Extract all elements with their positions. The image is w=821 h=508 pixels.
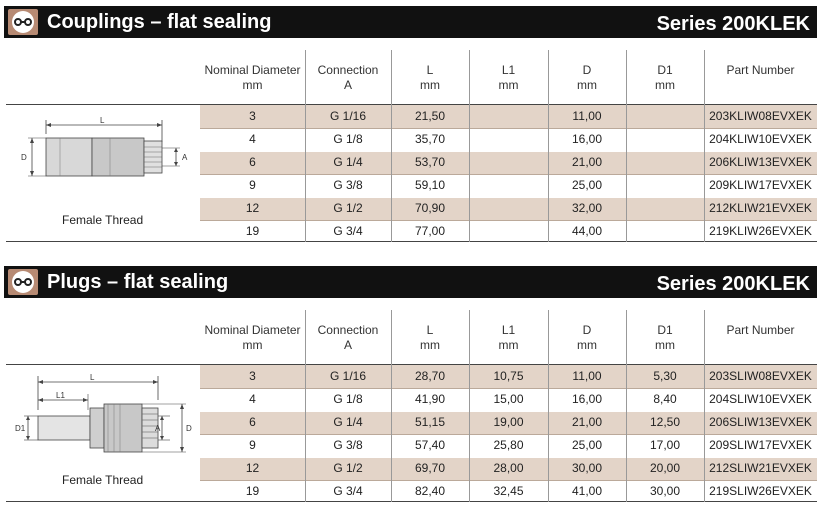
cell-d: 16,00 [571, 392, 603, 406]
cell-d: 32,00 [571, 201, 603, 215]
dim-d1-label: D1 [15, 424, 26, 433]
cell-d: 11,00 [572, 109, 602, 123]
cell-part: 209SLIW17EVXEK [709, 438, 812, 452]
cell-nominal: 12 [245, 461, 260, 475]
col-connection-header: Connection A [317, 63, 379, 92]
row-separator [200, 388, 817, 389]
plugs-series: Series 200KLEK [656, 273, 810, 295]
row-separator [200, 457, 817, 458]
cell-d1: 20,00 [649, 461, 681, 475]
cell-l: 41,90 [414, 392, 446, 406]
cell-l: 77,00 [414, 224, 446, 238]
cell-connection: G 1/4 [333, 155, 363, 169]
col-l1-header: L1 mm [498, 63, 519, 92]
dim-a-label: A [182, 153, 188, 162]
cell-d: 21,00 [571, 155, 603, 169]
table-row [200, 388, 817, 411]
cell-connection: G 3/4 [333, 484, 363, 498]
cell-part: 219KLIW26EVXEK [709, 224, 812, 238]
cell-connection: G 1/8 [333, 392, 363, 406]
cell-nominal: 6 [249, 155, 256, 169]
coupling-thread-label: Female Thread [62, 213, 144, 227]
cell-d1: 17,00 [649, 438, 681, 452]
col-l-header: L mm [420, 63, 440, 92]
col-part-header: Part Number [726, 323, 795, 337]
cell-part: 209KLIW17EVXEK [709, 178, 812, 192]
cell-nominal: 4 [249, 132, 256, 146]
cell-connection: G 3/4 [333, 224, 363, 238]
col-connection-header: Connection A [317, 323, 379, 352]
cell-l1: 32,45 [493, 484, 524, 498]
cell-l: 21,50 [414, 109, 446, 123]
cell-nominal: 12 [245, 201, 260, 215]
couplings-title: Couplings – flat sealing [47, 11, 272, 33]
cell-d: 11,00 [572, 369, 602, 383]
cell-d: 41,00 [571, 484, 603, 498]
cell-nominal: 3 [249, 109, 256, 123]
cell-nominal: 4 [249, 392, 256, 406]
col-d-header: D mm [577, 63, 597, 92]
cell-nominal: 9 [249, 178, 256, 192]
cell-l: 59,10 [414, 178, 446, 192]
cell-d: 44,00 [571, 224, 603, 238]
table-row [200, 457, 817, 480]
plug-logo-icon [8, 269, 38, 295]
col-nominal-header: Nominal Diameter mm [204, 323, 301, 352]
col-d1-header: D1 mm [655, 323, 675, 352]
plug-thread-label: Female Thread [62, 473, 144, 487]
cell-d: 30,00 [571, 461, 603, 475]
table-row [200, 434, 817, 457]
col-part-header: Part Number [726, 63, 795, 77]
cell-l1: 19,00 [493, 415, 524, 429]
cell-part: 206SLIW13EVXEK [709, 415, 812, 429]
cell-connection: G 1/16 [329, 369, 367, 383]
cell-d: 25,00 [571, 178, 603, 192]
cell-l1: 10,75 [493, 369, 524, 383]
dim-d-label: D [186, 424, 192, 433]
col-nominal-header: Nominal Diameter mm [204, 63, 301, 92]
row-separator [200, 411, 817, 412]
cell-nominal: 3 [249, 369, 256, 383]
cell-d: 16,00 [571, 132, 603, 146]
cell-l: 53,70 [414, 155, 446, 169]
plugs-title: Plugs – flat sealing [47, 271, 229, 293]
cell-part: 204KLIW10EVXEK [709, 132, 812, 146]
cell-l: 69,70 [414, 461, 446, 475]
cell-d1: 5,30 [653, 369, 677, 383]
plug-drawing [10, 370, 200, 480]
cell-connection: G 3/8 [333, 438, 363, 452]
cell-nominal: 6 [249, 415, 256, 429]
cell-nominal: 9 [249, 438, 256, 452]
col-l-header: L mm [420, 323, 440, 352]
cell-part: 206KLIW13EVXEK [709, 155, 812, 169]
row-separator [200, 480, 817, 481]
plugs-header-bar [4, 266, 817, 298]
dim-l-label: L [90, 373, 95, 382]
table-row [200, 480, 817, 503]
table-bottom-rule [6, 501, 817, 502]
cell-nominal: 19 [245, 224, 260, 238]
cell-d1: 8,40 [653, 392, 677, 406]
cell-part: 219SLIW26EVXEK [709, 484, 812, 498]
cell-connection: G 1/4 [333, 415, 363, 429]
col-l1-header: L1 mm [498, 323, 519, 352]
cell-part: 204SLIW10EVXEK [709, 392, 812, 406]
cell-connection: G 1/2 [333, 201, 363, 215]
cell-d: 21,00 [571, 415, 603, 429]
cell-l: 82,40 [414, 484, 446, 498]
row-separator [200, 434, 817, 435]
cell-l1: 28,00 [493, 461, 524, 475]
cell-part: 203SLIW08EVXEK [709, 369, 812, 383]
cell-connection: G 1/8 [333, 132, 363, 146]
cell-connection: G 1/2 [333, 461, 363, 475]
cell-part: 203KLIW08EVXEK [709, 109, 812, 123]
cell-d1: 12,50 [649, 415, 681, 429]
cell-connection: G 3/8 [333, 178, 363, 192]
dim-l-label: L [100, 116, 105, 125]
cell-part: 212KLIW21EVXEK [709, 201, 812, 215]
dim-a-label: A [155, 424, 161, 433]
cell-l: 70,90 [414, 201, 446, 215]
table-row [200, 411, 817, 434]
cell-l: 28,70 [414, 369, 446, 383]
couplings-series: Series 200KLEK [656, 13, 810, 35]
cell-l: 35,70 [414, 132, 446, 146]
cell-connection: G 1/16 [329, 109, 367, 123]
cell-l: 51,15 [414, 415, 446, 429]
dim-d-label: D [21, 153, 27, 162]
cell-d: 25,00 [571, 438, 603, 452]
dim-l1-label: L1 [56, 391, 65, 400]
cell-nominal: 19 [245, 484, 260, 498]
cell-d1: 30,00 [649, 484, 681, 498]
col-d1-header: D1 mm [655, 63, 675, 92]
cell-l1: 25,80 [493, 438, 524, 452]
col-d-header: D mm [577, 323, 597, 352]
cell-l: 57,40 [414, 438, 446, 452]
cell-part: 212SLIW21EVXEK [709, 461, 812, 475]
table-row [200, 365, 817, 388]
cell-l1: 15,00 [493, 392, 524, 406]
